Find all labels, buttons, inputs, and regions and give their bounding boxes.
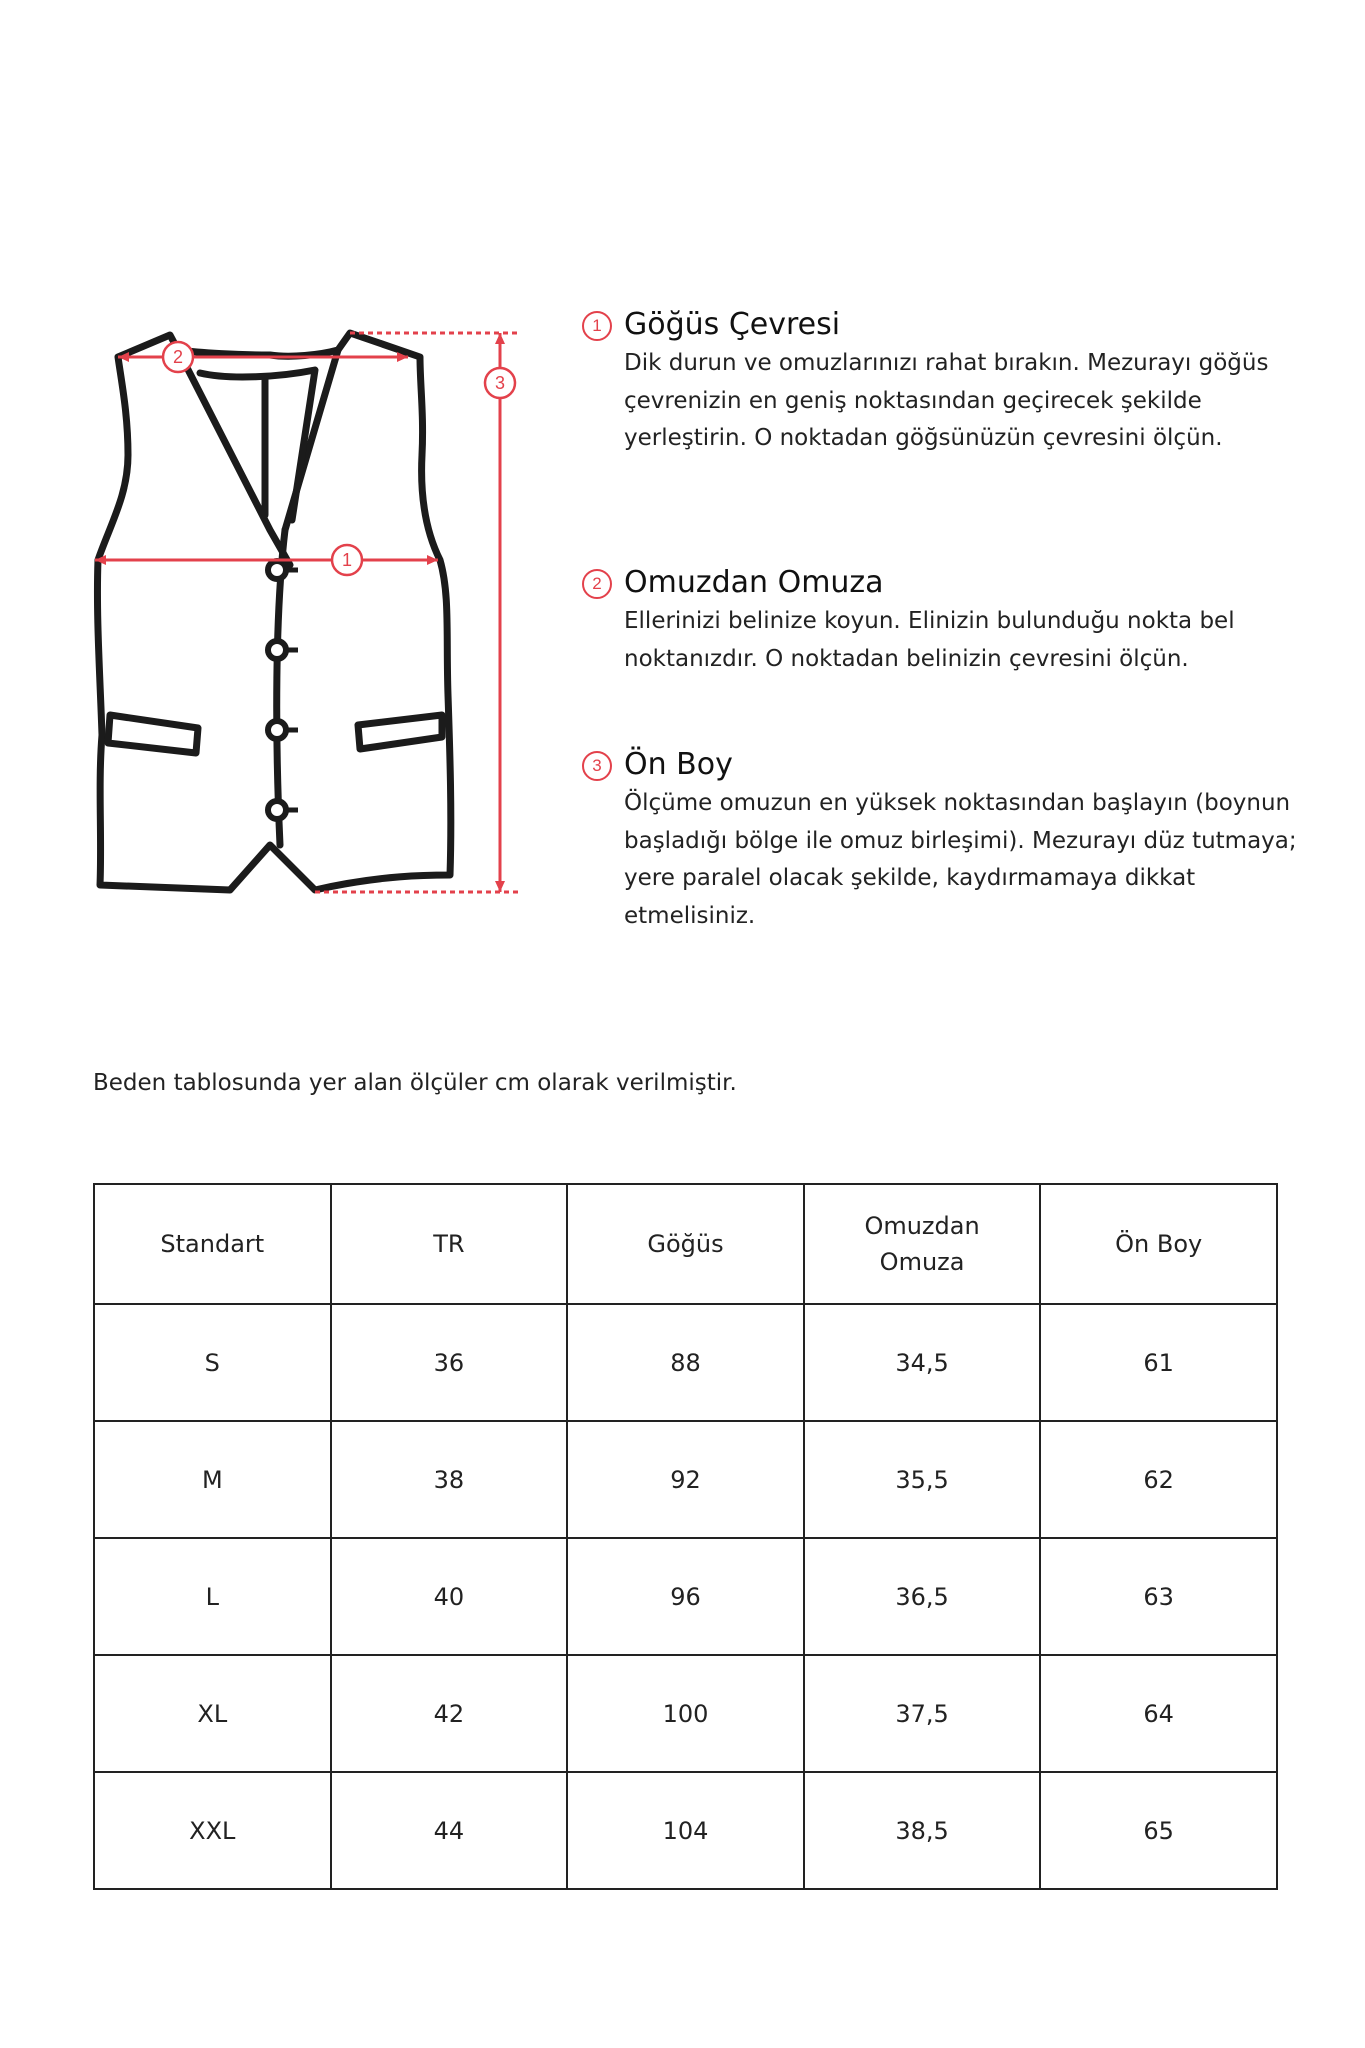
table-cell: XL bbox=[94, 1655, 331, 1772]
table-cell: 63 bbox=[1040, 1538, 1277, 1655]
instruction-title: Göğüs Çevresi bbox=[624, 307, 841, 342]
instruction-number-badge: 1 bbox=[582, 311, 612, 341]
instruction-title: Omuzdan Omuza bbox=[624, 565, 884, 600]
instruction-front-length bbox=[582, 745, 1304, 935]
table-cell: 96 bbox=[567, 1538, 804, 1655]
table-cell: 104 bbox=[567, 1772, 804, 1889]
vest-pocket-left bbox=[108, 715, 198, 753]
column-header: TR bbox=[331, 1184, 568, 1304]
marker-2: 2 bbox=[172, 347, 184, 367]
vest-inner-neck bbox=[200, 370, 315, 520]
table-cell: 65 bbox=[1040, 1772, 1277, 1889]
table-cell: 92 bbox=[567, 1421, 804, 1538]
instruction-title: Ön Boy bbox=[624, 747, 733, 782]
table-row bbox=[94, 1655, 1277, 1772]
column-header: Omuzdan Omuza bbox=[804, 1184, 1041, 1304]
instruction-number-badge: 3 bbox=[582, 751, 612, 781]
column-header: Göğüs bbox=[567, 1184, 804, 1304]
instruction-number-badge: 2 bbox=[582, 569, 612, 599]
table-cell: 38,5 bbox=[804, 1772, 1041, 1889]
table-cell: 64 bbox=[1040, 1655, 1277, 1772]
table-cell: L bbox=[94, 1538, 331, 1655]
table-cell: 34,5 bbox=[804, 1304, 1041, 1421]
table-row bbox=[94, 1421, 1277, 1538]
table-row bbox=[94, 1772, 1277, 1889]
table-cell: 35,5 bbox=[804, 1421, 1041, 1538]
marker-3: 3 bbox=[494, 373, 506, 393]
table-cell: 61 bbox=[1040, 1304, 1277, 1421]
instruction-text: Ellerinizi belinize koyun. Elinizin bulunduğu nokta bel noktanızdır. O noktadan belinizin çevresini ölçün. bbox=[624, 608, 1235, 672]
column-header: Standart bbox=[94, 1184, 331, 1304]
table-row bbox=[94, 1304, 1277, 1421]
table-cell: 38 bbox=[331, 1421, 568, 1538]
vest-lapel-left bbox=[178, 350, 290, 565]
column-header: Ön Boy bbox=[1040, 1184, 1277, 1304]
table-cell: S bbox=[94, 1304, 331, 1421]
table-cell: M bbox=[94, 1421, 331, 1538]
table-cell: 100 bbox=[567, 1655, 804, 1772]
vest-button bbox=[268, 801, 286, 819]
measurement-instructions bbox=[582, 305, 1302, 929]
table-row bbox=[94, 1538, 1277, 1655]
table-cell: XXL bbox=[94, 1772, 331, 1889]
table-cell: 44 bbox=[331, 1772, 568, 1889]
instruction-chest bbox=[582, 305, 1302, 458]
vest-measurement-diagram bbox=[80, 315, 550, 915]
table-cell: 36 bbox=[331, 1304, 568, 1421]
vest-button bbox=[268, 721, 286, 739]
table-cell: 62 bbox=[1040, 1421, 1277, 1538]
units-note: Beden tablosunda yer alan ölçüler cm olarak verilmiştir. bbox=[93, 1070, 737, 1096]
vest-button bbox=[268, 641, 286, 659]
size-table bbox=[93, 1183, 1278, 1890]
table-cell: 40 bbox=[331, 1538, 568, 1655]
marker-1: 1 bbox=[341, 550, 353, 570]
instruction-text: Ölçüme omuzun en yüksek noktasından başlayın (boynun başladığı bölge ile omuz birleşimi). Mezurayı düz tutmaya; yere paralel olacak şekilde, kaydırmamaya dikkat etmelisiniz. bbox=[624, 790, 1297, 929]
table-cell: 42 bbox=[331, 1655, 568, 1772]
instruction-text: Dik durun ve omuzlarınızı rahat bırakın. Mezurayı göğüs çevrenizin en geniş noktasından geçirecek şekilde yerleştirin. O noktadan göğsünüzün çevresini ölçün. bbox=[624, 350, 1269, 451]
table-cell: 37,5 bbox=[804, 1655, 1041, 1772]
table-header-row bbox=[94, 1184, 1277, 1304]
table-cell: 36,5 bbox=[804, 1538, 1041, 1655]
instruction-shoulder bbox=[582, 563, 1304, 678]
table-cell: 88 bbox=[567, 1304, 804, 1421]
vest-button bbox=[268, 561, 286, 579]
vest-pocket-right bbox=[358, 715, 442, 749]
